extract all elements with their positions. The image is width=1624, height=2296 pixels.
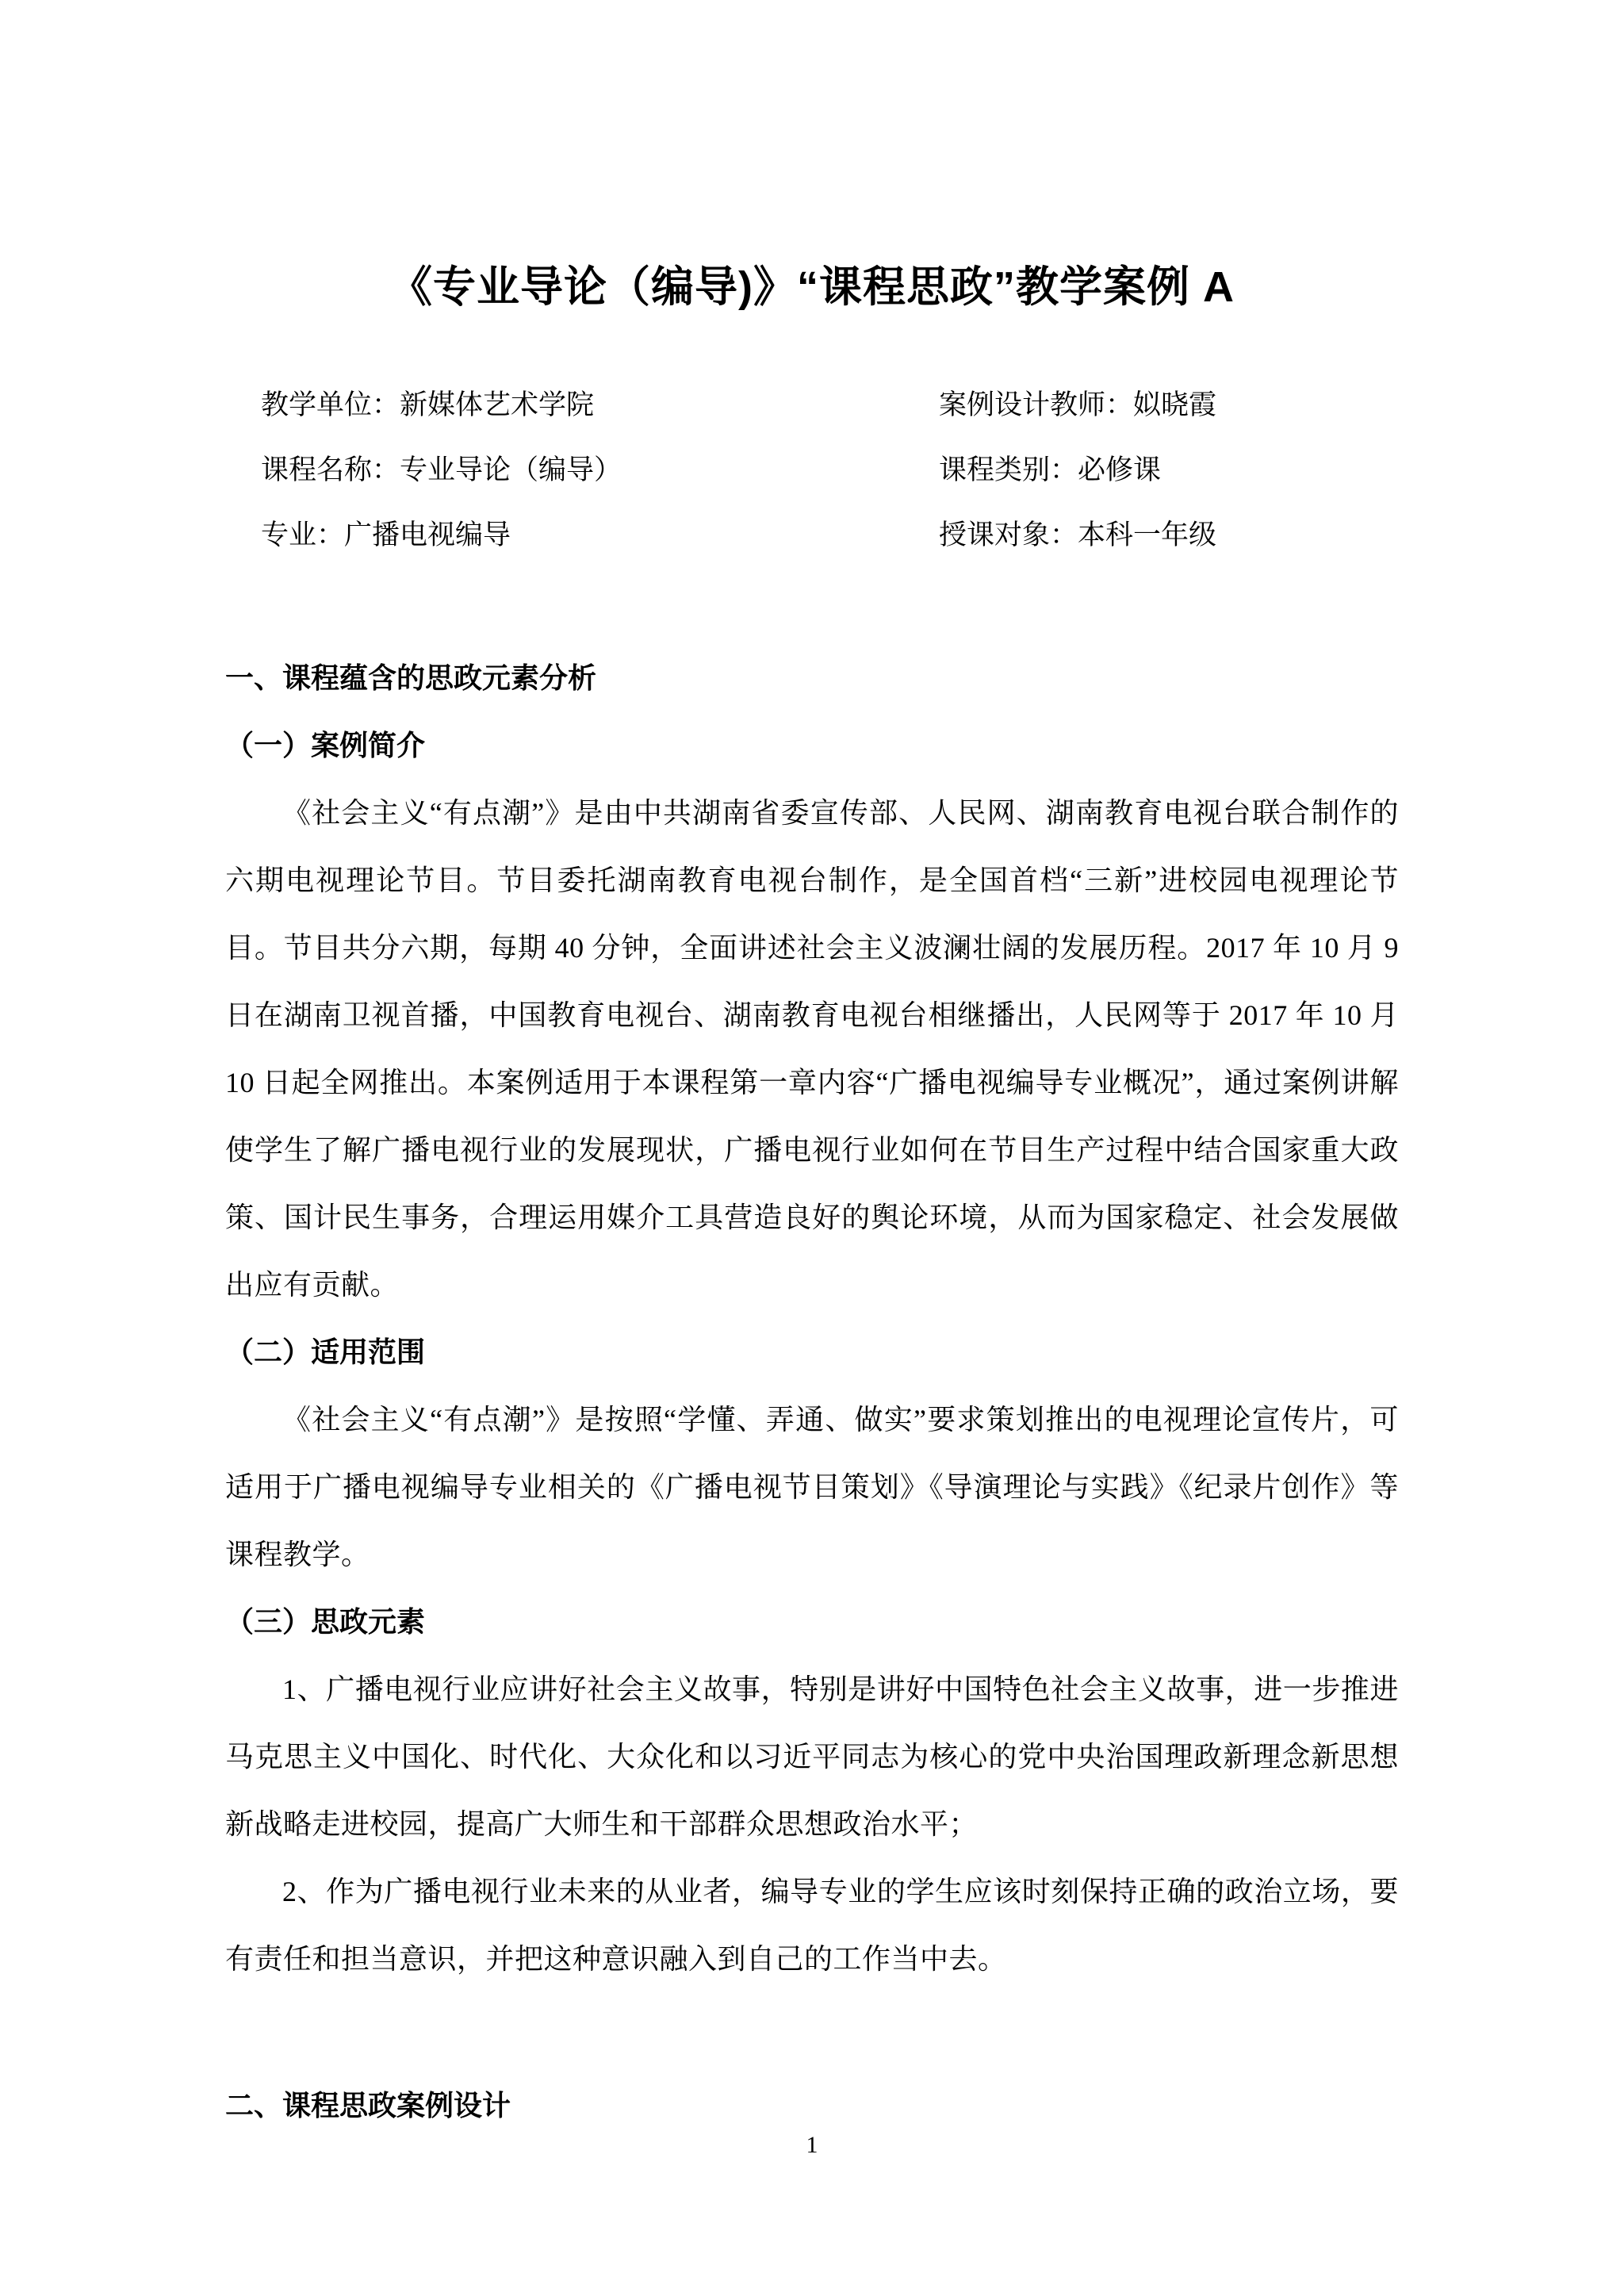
meta-course-name: 课程名称：专业导论（编导）: [261, 454, 622, 485]
subsection-1-3-heading: （三）思政元素: [225, 1606, 426, 1638]
subsection-1-3-paragraph-2: 2、作为广播电视行业未来的从业者，编导专业的学生应该时刻保持正确的政治立场，要有责任和担当意识，并把这种意识融入到自己的工作当中去。: [225, 1876, 1399, 1975]
subsection-1-1-paragraph: 《社会主义“有点潮”》是由中共湖南省委宣传部、人民网、湖南教育电视台联合制作的六期电视理论节目。节目委托湖南教育电视台制作，是全国首档“三新”进校园电视理论节目。节目共分六期，每期 40 分钟，全面讲述社会主义波澜壮阔的发展历程。2017 年 10 月 9 日在湖南卫视首播，中国教育电视台、湖南教育电视台相继播出，人民网等于 2017 年 10 月 10 日起全网推出。本案例适用于本课程第一章内容“广播电视编导专业概况”，通过案例讲解使学生了解广播电视行业的发展现状，广播电视行业如何在节目生产过程中结合国家重大政策、国计民生事务，合理运用媒介工具营造良好的舆论环境，从而为国家稳定、社会发展做出应有贡献。: [225, 797, 1399, 1301]
meta-major: 专业：广播电视编导: [261, 519, 511, 550]
meta-audience: 授课对象：本科一年级: [939, 519, 1217, 550]
meta-teaching-unit: 教学单位：新媒体艺术学院: [261, 389, 595, 420]
page-number: 1: [806, 2132, 818, 2158]
subsection-1-2-paragraph: 《社会主义“有点潮”》是按照“学懂、弄通、做实”要求策划推出的电视理论宣传片，可适用于广播电视编导专业相关的《广播电视节目策划》《导演理论与实践》《纪录片创作》等课程教学。: [225, 1404, 1399, 1570]
meta-case-designer: 案例设计教师：姒晓霞: [939, 389, 1217, 420]
meta-row: [225, 370, 1399, 435]
section-1-heading: 一、课程蕴含的思政元素分析: [225, 662, 597, 694]
meta-course-type: 课程类别：必修课: [939, 454, 1162, 485]
section-2-heading: 二、课程思政案例设计: [225, 2090, 511, 2122]
document-content: [225, 255, 1399, 2140]
subsection-1-3-paragraph-1: 1、广播电视行业应讲好社会主义故事，特别是讲好中国特色社会主义故事，进一步推进马克思主义中国化、时代化、大众化和以习近平同志为核心的党中央治国理政新理念新思想新战略走进校园，提高广大师生和干部群众思想政治水平；: [225, 1673, 1399, 1840]
document-title: 《专业导论（编导)》“课程思政”教学案例 A: [389, 263, 1235, 311]
subsection-1-1-heading: （一）案例简介: [225, 730, 426, 761]
meta-row: [225, 435, 1399, 500]
subsection-1-2-heading: （二）适用范围: [225, 1336, 426, 1368]
meta-row: [225, 500, 1399, 565]
meta-block: [225, 370, 1399, 565]
